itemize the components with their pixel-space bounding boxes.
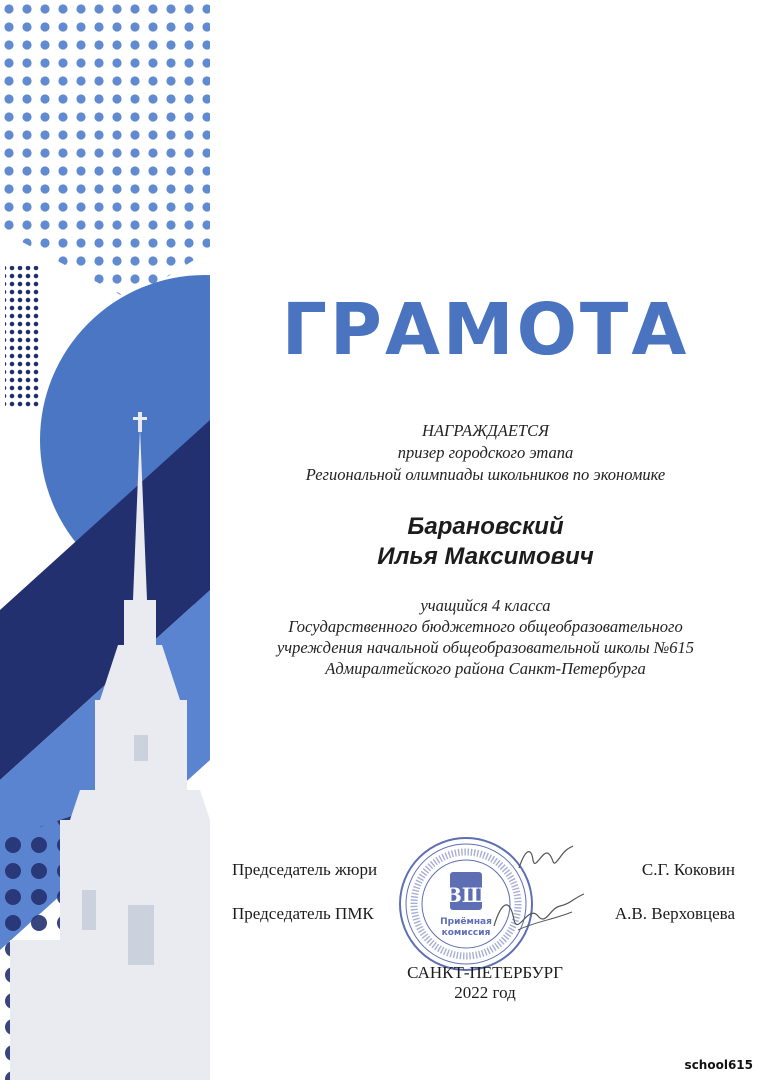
- award-event: Региональной олимпиады школьников по экономике: [305, 465, 666, 484]
- side-decoration-panel: [0, 0, 210, 1080]
- recipient-surname: Барановский: [407, 513, 564, 540]
- details-district: Адмиралтейского района Санкт-Петербурга: [325, 659, 646, 678]
- jury-chair-name: С.Г. Коковин: [641, 860, 735, 879]
- award-heading: НАГРАЖДАЕТСЯ: [422, 421, 549, 440]
- award-status: призер городского этапа: [397, 443, 574, 462]
- pmk-chair-label: Председатель ПМК: [232, 904, 374, 923]
- pmk-chair-signature: [488, 890, 588, 940]
- issue-place-and-year: [380, 963, 590, 1003]
- jury-chair-label: Председатель жюри: [232, 860, 378, 879]
- recipient-details: [210, 595, 761, 679]
- watermark: school615: [684, 1058, 753, 1072]
- issue-city: САНКТ-ПЕТЕРБУРГ: [407, 963, 563, 982]
- issue-year: 2022 год: [454, 983, 516, 1002]
- details-grade: учащийся 4 класса: [420, 596, 551, 615]
- stamp-line-2: комиссия: [441, 928, 491, 938]
- jury-chair-signature: [515, 842, 575, 876]
- pmk-chair-name: А.В. Верховцева: [614, 904, 735, 923]
- details-school-line-2: учреждения начальной общеобразовательной школы №615: [276, 638, 695, 657]
- recipient-name: [210, 512, 761, 572]
- dot-grid-small: [5, 266, 39, 408]
- recipient-given-names: Илья Максимович: [377, 543, 594, 570]
- stamp-logo: ВШ: [444, 883, 488, 907]
- details-school-line-1: Государственного бюджетного общеобразовательного: [288, 617, 683, 636]
- stamp-line-1: Приёмная: [440, 917, 492, 927]
- certificate-title: ГРАМОТА: [281, 288, 690, 371]
